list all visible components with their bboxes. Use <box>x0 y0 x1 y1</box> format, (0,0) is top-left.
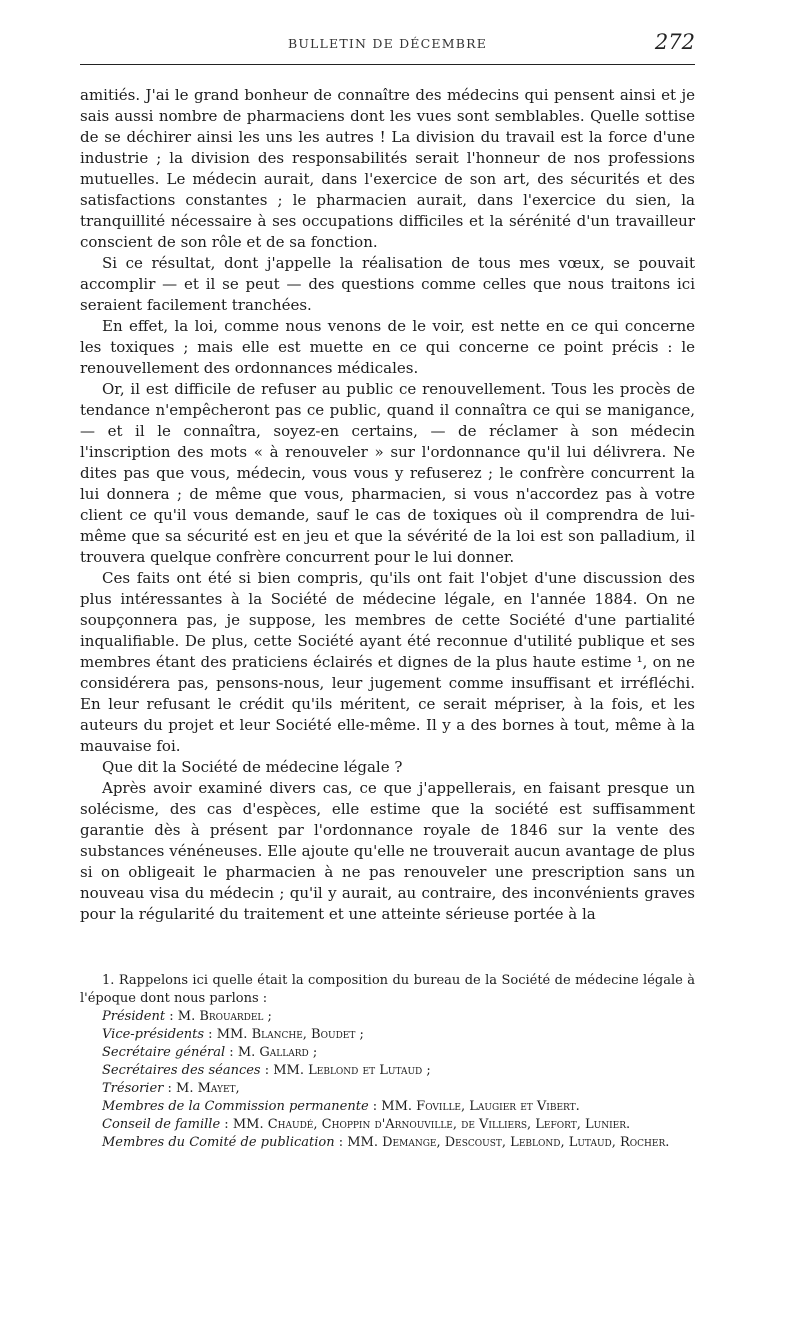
footnote-line <box>80 1062 695 1080</box>
footnote-line <box>80 1098 695 1116</box>
paragraph: Si ce résultat, dont j'appelle la réalisation de tous mes vœux, se pouvait accomplir — et il se peut — des questions comme celles que nous traitons ici seraient facilement tranchées. <box>80 254 695 314</box>
footnote-separator: : <box>225 1045 238 1060</box>
paragraph: Ces faits ont été si bien compris, qu'ils ont fait l'objet d'une discussion des plus intéressantes à la Société de médecine légale, en l'année 1884. On ne soupçonnera pas, je suppose, les membres de cette Société d'une partialité inqualifiable. De plus, cette Société ayant été reconnue d'utilité publique et ses membres étant des praticiens éclairés et dignes de la plus haute estime ¹, on ne considérera pas, pensons-nous, leur jugement comme insuffisant et irréfléchi. En leur refusant le crédit qu'ils méritent, ce serait mépriser, à la fois, et les auteurs du projet et leur Société elle-même. Il y a des bornes à tout, même à la mauvaise foi. <box>80 569 695 755</box>
paragraph: En effet, la loi, comme nous venons de le voir, est nette en ce qui concerne les toxiques ; mais elle est muette en ce qui concerne ce point précis : le renouvellement des ordonnances médicales. <box>80 317 695 377</box>
footnotes <box>80 972 695 1152</box>
running-header <box>80 30 695 65</box>
footnote-role: Membres de la Commission permanente <box>102 1099 369 1114</box>
page-number: 272 <box>654 30 695 54</box>
paragraph: Que dit la Société de médecine légale ? <box>102 758 403 776</box>
footnote-names: MM. Foville, Laugier et Vibert. <box>381 1099 580 1114</box>
paragraph: Or, il est difficile de refuser au public ce renouvellement. Tous les procès de tendance n'empêcheront pas ce public, quand il connaîtra ce qui se manigance, — et il le connaîtra, soyez-en certains, — de réclamer à son médecin l'inscription des mots « à renouveler » sur l'ordonnance qu'il lui délivrera. Ne dites pas que vous, médecin, vous vous y refuserez ; le confrère concurrent la lui donnera ; de même que vous, pharmacien, si vous n'accordez pas à votre client ce qu'il vous demande, sauf le cas de toxiques où il comprendra de lui-même que sa sécurité est en jeu et que la sévérité de la loi est son palladium, il trouvera quelque confrère concurrent pour le lui donner. <box>80 380 695 566</box>
page <box>80 30 695 925</box>
footnote-names: M. Brouardel ; <box>177 1009 272 1024</box>
footnote-intro: 1. Rappelons ici quelle était la composition du bureau de la Société de médecine légale à l'époque dont nous parlons : <box>80 973 695 1006</box>
footnote-role: Membres du Comité de publication <box>102 1135 335 1150</box>
footnote-names: MM. Chaudé, Choppin d'Arnouville, de Villiers, Lefort, Lunier. <box>232 1117 631 1132</box>
footnote-line <box>80 1116 695 1134</box>
footnote-role: Président <box>102 1009 166 1024</box>
footnote-separator: : <box>204 1027 217 1042</box>
body-text <box>80 85 695 925</box>
footnote-separator: : <box>163 1081 177 1096</box>
footnote-line <box>80 1134 695 1152</box>
footnote-role: Secrétaires des séances <box>102 1063 261 1078</box>
footnote-separator: : <box>334 1135 348 1150</box>
paragraph: Après avoir examiné divers cas, ce que j'appellerais, en faisant presque un solécisme, des cas d'espèces, elle estime que la société est suffisamment garantie dès à présent par l'ordonnance royale de 1846 sur la vente des substances vénéneuses. Elle ajoute qu'elle ne trouverait aucun avantage de plus si on obligeait le pharmacien à ne pas renouveler une prescription sans un nouveau visa du médecin ; qu'il y aurait, au contraire, des inconvénients graves pour la régularité du traitement et une atteinte sérieuse portée à la <box>80 779 695 923</box>
footnote-names: MM. Demange, Descoust, Leblond, Lutaud, Rocher. <box>347 1135 670 1150</box>
footnote-line <box>80 1080 695 1098</box>
footnote-separator: : <box>165 1009 178 1024</box>
footnote-separator: : <box>220 1117 233 1132</box>
footnote-role: Conseil de famille <box>102 1117 221 1132</box>
paragraph: amitiés. J'ai le grand bonheur de connaître des médecins qui pensent ainsi et je sais aussi nombre de pharmaciens dont les vues sont semblables. Quelle sottise de se déchirer ainsi les uns les autres ! La division du travail est la force d'une industrie ; la division des responsabilités serait l'honneur de nos professions mutuelles. Le médecin aurait, dans l'exercice de son art, des sécurités et des satisfactions constantes ; le pharmacien aurait, dans l'exercice du sien, la tranquillité nécessaire à ses occupations difficiles et la sérénité d'un travailleur conscient de son rôle et de sa fonction. <box>80 86 695 251</box>
footnote-line <box>80 1026 695 1044</box>
footnote-separator: : <box>368 1099 382 1114</box>
footnote-role: Trésorier <box>102 1081 164 1096</box>
footnote-names: M. Mayet, <box>176 1081 240 1096</box>
footnote-role: Secrétaire général <box>102 1045 226 1060</box>
footnote-names: MM. Leblond et Lutaud ; <box>273 1063 431 1078</box>
running-title: BULLETIN DE DÉCEMBRE <box>287 36 488 51</box>
footnote-names: M. Gallard ; <box>237 1045 318 1060</box>
footnote-line <box>80 1008 695 1026</box>
footnote-role: Vice-présidents <box>102 1027 205 1042</box>
footnote-line <box>80 1044 695 1062</box>
footnote-separator: : <box>260 1063 274 1078</box>
footnote-names: MM. Blanche, Boudet ; <box>216 1027 364 1042</box>
